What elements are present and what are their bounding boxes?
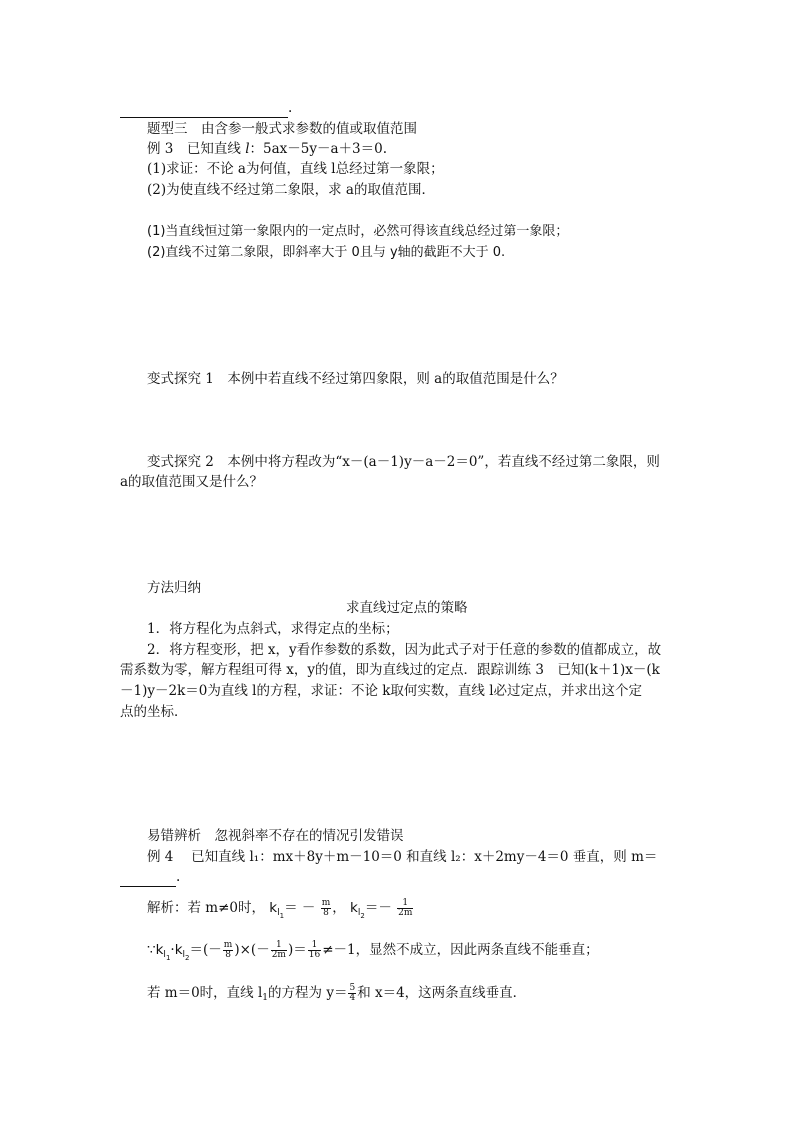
eq-open: ＝(－	[189, 942, 222, 958]
fraction-1-over-2m-b: $\frac{1}{2m}$	[271, 940, 286, 960]
sub-1: 1	[262, 993, 269, 1003]
line-l: l	[245, 141, 250, 157]
solution-line-1	[147, 898, 414, 918]
method-point-2-line-1: 2．将方程变形，把 x，y看作参数的系数，因为此式子对于任意的参数的值都成立，故	[147, 642, 662, 658]
fraction-m-over-8: $\frac{m}{8}$	[321, 898, 331, 918]
dot-operator: ·	[170, 942, 175, 958]
type3-title: 题型三 由含参一般式求参数的值或取值范围	[147, 121, 417, 137]
equals-neg: ＝ －	[284, 900, 316, 916]
close-equals: )＝	[287, 942, 307, 958]
answer-blank	[120, 103, 288, 118]
variant-1: 变式探究 1 本例中若直线不经过第四象限，则 a的取值范围是什么？	[147, 371, 564, 387]
example3-statement	[147, 139, 387, 159]
example3-label: 例 3 已知直线	[147, 141, 241, 157]
method-point-2-line-4: 点的坐标．	[120, 704, 188, 720]
slope-k1-b: $k_{l_1}$	[155, 942, 171, 962]
blank-period: .	[288, 100, 293, 116]
answer-blank-line	[120, 98, 292, 118]
hint-2: (2)直线不过第二象限，即斜率大于 0且与 y轴的截距不大于 0.	[147, 245, 506, 260]
solution-conclusion: ≠－1，显然不成立，因此两条直线不能垂直；	[322, 942, 599, 958]
last-end: 和 x＝4，这两条直线垂直．	[357, 985, 527, 1001]
example4-period: .	[176, 869, 181, 885]
comma: ，	[332, 900, 346, 916]
times-operator: )×(－	[234, 942, 270, 958]
error-heading: 易错辨析 忽视斜率不存在的情况引发错误	[147, 828, 404, 844]
slope-k2: $k_{l_2}$	[350, 900, 365, 920]
because-symbol: ∵	[147, 942, 156, 958]
fraction-5-over-4: $\frac{5}{4}$	[349, 983, 356, 1003]
variant-2-line-1: 变式探究 2 本例中将方程改为“x－(a－1)y－a－2＝0”，若直线不经过第二象限，则	[147, 454, 660, 470]
example4-line-1: 例 4 已知直线 l₁：mx＋8y＋m－10＝0 和直线 l₂：x＋2my－4＝0 垂直，则 m＝	[147, 849, 658, 865]
slope-k1: $k_{l_1}$	[269, 900, 285, 920]
method-point-2-line-2: 需系数为零，解方程组可得 x，y的值，即为直线过的定点．跟踪训练 3 已知(k＋1)x－(k	[120, 662, 660, 678]
fraction-m-over-8-b: $\frac{m}{8}$	[223, 940, 233, 960]
slope-k2-b: $k_{l_2}$	[174, 942, 190, 962]
equals-neg-2: ＝－	[364, 900, 392, 916]
variant-2-line-2: a的取值范围又是什么？	[120, 474, 264, 490]
method-point-1: 1．将方程化为点斜式，求得定点的坐标；	[147, 621, 399, 637]
question-2: (2)为使直线不经过第二象限，求 a的取值范围．	[147, 182, 435, 198]
example4-line-2	[120, 867, 180, 887]
example4-answer-blank	[120, 872, 176, 887]
solution-line-2	[147, 940, 599, 960]
last-mid: 的方程为 y＝	[268, 985, 348, 1001]
question-1: (1)求证：不论 a为何值，直线 l总经过第一象限；	[147, 161, 444, 177]
method-subtitle: 求直线过定点的策略	[346, 600, 468, 616]
solution-prefix: 解析：若 m≠0时，	[147, 900, 265, 916]
hint-1: (1)当直线恒过第一象限内的一定点时，必然可得该直线总经过第一象限；	[147, 224, 569, 239]
fraction-1-over-2m: $\frac{1}{2m}$	[398, 898, 413, 918]
solution-line-3	[147, 983, 526, 1003]
fraction-1-over-16: $\frac{1}{16}$	[308, 940, 321, 960]
last-prefix: 若 m＝0时，直线 l	[147, 985, 263, 1001]
method-point-2-line-3: －1)y－2k＝0为直线 l的方程，求证：不论 k取何实数，直线 l必过定点，并求出这个定	[120, 683, 643, 699]
example3-equation: ：5ax－5y－a＋3＝0.	[249, 141, 388, 157]
method-heading: 方法归纳	[147, 580, 201, 596]
